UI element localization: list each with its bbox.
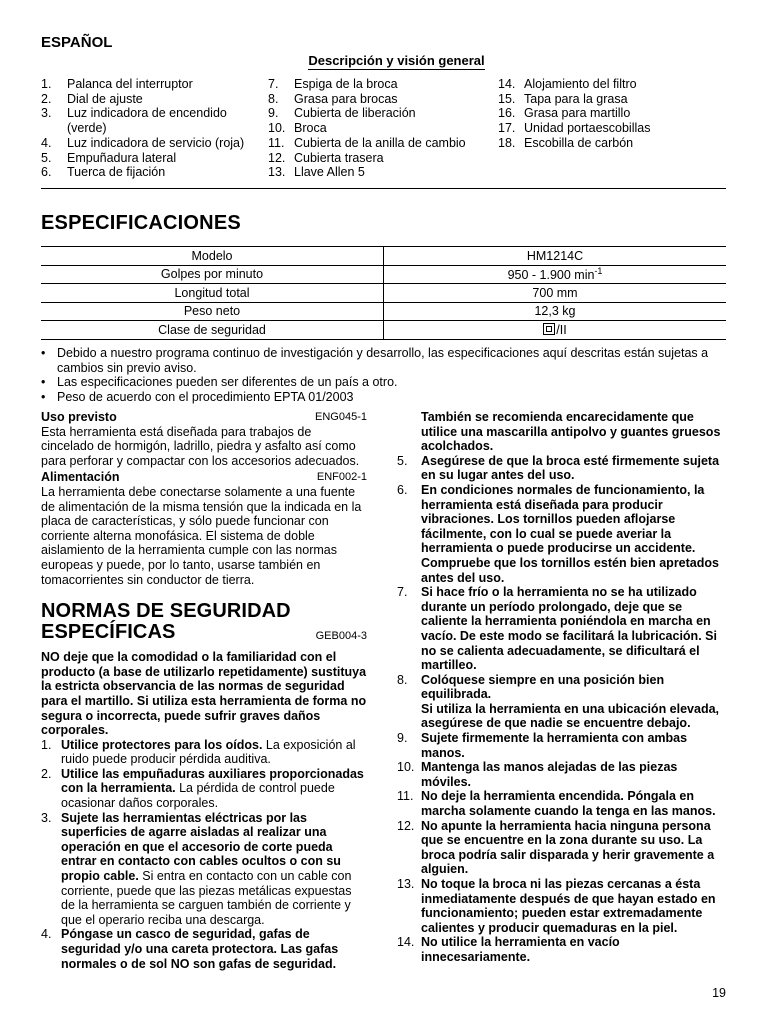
safety-item <box>397 454 730 483</box>
spec-value-text: 12,3 kg <box>534 304 576 319</box>
part-item <box>41 77 261 92</box>
left-column <box>41 410 367 971</box>
safety-item-bold: Utilice protectores para los oídos. <box>61 737 263 752</box>
part-number <box>41 121 67 136</box>
safety-item <box>397 789 730 818</box>
part-number: 3. <box>41 106 52 121</box>
double-insulation-icon <box>543 323 555 335</box>
spec-note <box>41 390 731 405</box>
safety-item-number: 6. <box>397 482 408 497</box>
spec-row <box>41 302 726 321</box>
safety-item-bold: Colóquese siempre en una posición bien equilibrada. <box>421 672 665 702</box>
safety-item-text <box>421 789 730 818</box>
spec-label: Longitud total <box>41 284 384 303</box>
part-number: 8. <box>268 91 279 106</box>
part-item <box>268 106 498 121</box>
part-number: 18. <box>498 135 516 150</box>
specification-notes <box>41 346 731 404</box>
parts-list-col1 <box>41 77 261 180</box>
safety-item-normal: Si entra en contacto con un cable con corriente, puede que las piezas metálicas expuestas de la herramienta se carguen también de corriente y que el operario reciba una descarga. <box>61 869 352 927</box>
safety-item-bold: Sujete firmemente la herramienta con ambas manos. <box>421 731 688 760</box>
intended-use-text: Esta herramienta está diseñada para trabajos de cincelado de hormigón, ladrillo, piedra y asfalto así como para perforar y compactar con los accesorios adecuados. <box>41 424 360 468</box>
part-label: Cubierta de la anilla de cambio <box>294 135 466 150</box>
spec-value <box>384 321 727 340</box>
safety-item-text <box>421 935 730 964</box>
part-number: 7. <box>268 77 279 91</box>
bullet-icon: • <box>41 375 46 390</box>
part-label: Dial de ajuste <box>67 91 143 106</box>
part-number: 1. <box>41 77 52 91</box>
part-item <box>498 77 728 92</box>
safety-item-number: 10. <box>397 760 415 775</box>
spec-value <box>384 247 727 266</box>
safety-item-text <box>61 927 367 971</box>
part-item <box>498 136 728 151</box>
part-label: (verde) <box>67 121 107 136</box>
part-number: 13. <box>268 165 286 180</box>
safety-item <box>397 760 730 789</box>
part-label: Escobilla de carbón <box>524 135 634 150</box>
safety-item <box>397 673 730 731</box>
safety-item-text <box>421 877 730 935</box>
part-label: Broca <box>294 121 327 136</box>
parts-list-col3 <box>498 77 728 151</box>
spec-value <box>384 284 727 303</box>
spec-note <box>41 346 731 375</box>
spec-row <box>41 247 726 266</box>
spec-value-text: 700 mm <box>532 285 578 300</box>
part-label: Tuerca de fijación <box>67 165 166 180</box>
part-label: Luz indicadora de encendido <box>67 106 227 121</box>
part-label: Luz indicadora de servicio (roja) <box>67 135 245 150</box>
part-label: Palanca del interruptor <box>67 77 193 91</box>
spec-value <box>384 265 727 284</box>
safety-item-text <box>421 483 730 585</box>
safety-item-text <box>61 738 367 767</box>
part-label: Cubierta trasera <box>294 150 384 165</box>
part-item <box>41 121 261 136</box>
safety-intro: NO deje que la comodidad o la familiaridad con el producto (a base de utilizarlo repetidamente) sustituya la estricta observancia de las normas de seguridad para el martillo. Si utiliza esta herramienta de forma no segura o incorrecta, puede sufrir graves daños corporales. <box>41 650 367 738</box>
part-item <box>41 136 261 151</box>
safety-item-bold: En condiciones normales de funcionamiento, la herramienta está diseñada para producir vibraciones. Los tornillos pueden aflojarse fácilmente, con lo cual se puede averiar la herramienta o puede producirse un accidente. Compruebe que los tornillos estén bien apretados antes del uso. <box>421 482 719 585</box>
intended-use-header: Uso previsto ENG045-1 <box>41 410 367 424</box>
safety-item-number: 9. <box>397 731 408 746</box>
part-label: Unidad portaescobillas <box>524 121 651 136</box>
safety-item-number: 11. <box>397 789 414 804</box>
safety-item-number: 7. <box>397 585 408 600</box>
safety-items-left <box>41 738 367 972</box>
page-number: 19 <box>712 986 726 1000</box>
specifications-table <box>41 246 726 340</box>
part-item <box>498 121 728 136</box>
safety-item <box>41 767 367 811</box>
part-item <box>268 92 498 107</box>
safety-item <box>397 819 730 877</box>
safety-item-bold: Asegúrese de que la broca esté firmemente sujeta en su lugar antes del uso. <box>421 453 720 483</box>
description-title: Descripción y visión general <box>308 53 485 68</box>
safety-item-number: 12. <box>397 818 415 833</box>
part-label: Grasa para brocas <box>294 91 398 106</box>
safety-item-bold: Mantenga las manos alejadas de las piezas móviles. <box>421 760 678 789</box>
safety-item-bold-extra: Si utiliza la herramienta en una ubicación elevada, asegúrese de que nadie se encuentre debajo. <box>421 701 720 731</box>
safety-item-normal: La pérdida de control puede ocasionar daños corporales. <box>61 781 335 811</box>
spec-label: Clase de seguridad <box>41 321 384 340</box>
safety-item-bold: Utilice las empuñaduras auxiliares proporcionadas con la herramienta. <box>61 766 364 796</box>
safety-item-text <box>421 760 730 789</box>
bullet-icon: • <box>41 346 46 360</box>
safety-item-number: 13. <box>397 877 415 891</box>
safety-item-number: 14. <box>397 935 415 950</box>
part-label: Tapa para la grasa <box>524 91 628 106</box>
part-label: Grasa para martillo <box>524 106 631 121</box>
safety-item-text <box>421 731 730 760</box>
safety-item-bold: Si hace frío o la herramienta no se ha utilizado durante un período prolongado, deje que se caliente la herramienta poniéndola en marcha en vacío. De este modo se facilitará la lubricación. Si no se calienta adecuadamente, se dificultará el martilleo. <box>421 585 717 673</box>
safety-item-number: 1. <box>41 737 52 752</box>
safety-item-text <box>421 819 730 877</box>
part-item <box>268 151 498 166</box>
part-item <box>41 165 261 180</box>
safety-item <box>397 877 730 935</box>
part-item <box>268 121 498 136</box>
bullet-icon: • <box>41 389 46 404</box>
part-item <box>41 106 261 121</box>
part-number: 17. <box>498 121 516 136</box>
part-number: 5. <box>41 150 52 165</box>
power-text: La herramienta debe conectarse solamente a una fuente de alimentación de la misma tensión que la indicada en la placa de características, y sólo puede funcionar con corriente alterna monofásica. El sistema de doble aislamiento de la herramienta cumple con las normas europeas y puede, por lo tanto, usarse también en tomacorrientes sin conductor de tierra. <box>41 484 362 587</box>
safety-items-right <box>397 454 730 965</box>
spec-note-text: Peso de acuerdo con el procedimiento EPTA 01/2003 <box>57 389 354 404</box>
part-item <box>268 77 498 92</box>
safety-item-number: 2. <box>41 766 52 781</box>
safety-item <box>397 935 730 964</box>
safety-item <box>41 927 367 971</box>
safety-item-4-continuation: También se recomienda encarecidamente que utilice una mascarilla antipolvo y guantes gruesos acolchados. <box>421 410 721 454</box>
right-column <box>397 410 730 965</box>
spec-note <box>41 375 731 390</box>
part-label: Alojamiento del filtro <box>524 77 637 91</box>
safety-item-text <box>421 585 730 673</box>
part-item <box>41 151 261 166</box>
spec-value-text: /II <box>556 322 567 337</box>
spec-row <box>41 321 726 340</box>
divider <box>41 188 726 189</box>
safety-item <box>397 585 730 673</box>
spec-note-text: Las especificaciones pueden ser diferentes de un país a otro. <box>57 375 398 390</box>
power-header: Alimentación ENF002-1 <box>41 470 367 485</box>
part-number: 9. <box>268 106 279 121</box>
safety-item-number: 8. <box>397 672 408 687</box>
safety-item-normal: La exposición al ruido puede producir pérdida auditiva. <box>61 737 356 767</box>
safety-heading: NORMAS DE SEGURIDAD ESPECÍFICAS GEB004-3 <box>41 600 367 644</box>
safety-item-number: 5. <box>397 453 408 468</box>
part-number: 16. <box>498 106 516 121</box>
safety-item <box>397 483 730 585</box>
part-number: 14. <box>498 77 516 91</box>
parts-list-col2 <box>268 77 498 180</box>
part-number: 15. <box>498 91 516 106</box>
safety-item-bold: No apunte la herramienta hacia ninguna persona que se encuentre en la zona durante su uso. La broca podría salir disparada y herir gravemente a alguien. <box>421 818 715 877</box>
safety-item-number: 3. <box>41 810 52 825</box>
spec-unit-exponent: -1 <box>594 266 603 277</box>
safety-item-number: 4. <box>41 927 52 942</box>
spec-note-text: Debido a nuestro programa continuo de investigación y desarrollo, las especificaciones aquí descritas están sujetas a cambios sin previo aviso. <box>57 346 709 375</box>
spec-label: Modelo <box>41 247 384 266</box>
safety-item-bold: Póngase un casco de seguridad, gafas de seguridad y/o una careta protectora. Las gafas normales o de sol NO son gafas de seguridad. <box>61 927 339 971</box>
safety-item-bold: No deje la herramienta encendida. Póngala en marcha solamente cuando la tenga en las manos. <box>421 789 716 819</box>
spec-value-text: HM1214C <box>526 248 584 263</box>
spec-value-text: 950 - 1.900 min <box>507 268 595 283</box>
part-label: Llave Allen 5 <box>294 165 365 180</box>
safety-item <box>41 811 367 928</box>
safety-item-text <box>61 811 367 928</box>
spec-label: Peso neto <box>41 302 384 321</box>
safety-item-bold: Sujete las herramientas eléctricas por las superficies de agarre aisladas al realizar una operación en que el accesorio de corte pueda entrar en contacto con cables ocultos o con su propio cable. <box>61 810 341 884</box>
safety-item <box>41 738 367 767</box>
safety-item-bold: No toque la broca ni las piezas cercanas a ésta inmediatamente después de que hayan estado en funcionamiento; pueden estar extremadamente calientes y producir quemaduras en la piel. <box>421 877 716 935</box>
part-label: Cubierta de liberación <box>294 106 416 121</box>
safety-item-bold: No utilice la herramienta en vacío innecesariamente. <box>421 935 620 964</box>
part-number: 12. <box>268 150 286 165</box>
spec-row <box>41 284 726 303</box>
spec-label: Golpes por minuto <box>41 265 384 284</box>
safety-item-text <box>61 767 367 811</box>
part-item <box>498 92 728 107</box>
part-number: 6. <box>41 165 52 180</box>
part-number: 11. <box>268 135 285 150</box>
safety-item-text <box>421 454 730 483</box>
part-item <box>498 106 728 121</box>
part-number: 2. <box>41 91 52 106</box>
part-item <box>268 136 498 151</box>
language-label: ESPAÑOL <box>41 34 113 51</box>
safety-item-text <box>421 673 730 731</box>
safety-item <box>397 731 730 760</box>
part-number: 10. <box>268 121 286 136</box>
spec-row <box>41 265 726 284</box>
specifications-heading: ESPECIFICACIONES <box>41 212 241 234</box>
part-item <box>41 92 261 107</box>
part-item <box>268 165 498 180</box>
part-label: Espiga de la broca <box>294 77 398 91</box>
part-label: Empuñadura lateral <box>67 150 177 165</box>
part-number: 4. <box>41 135 52 150</box>
spec-value <box>384 302 727 321</box>
